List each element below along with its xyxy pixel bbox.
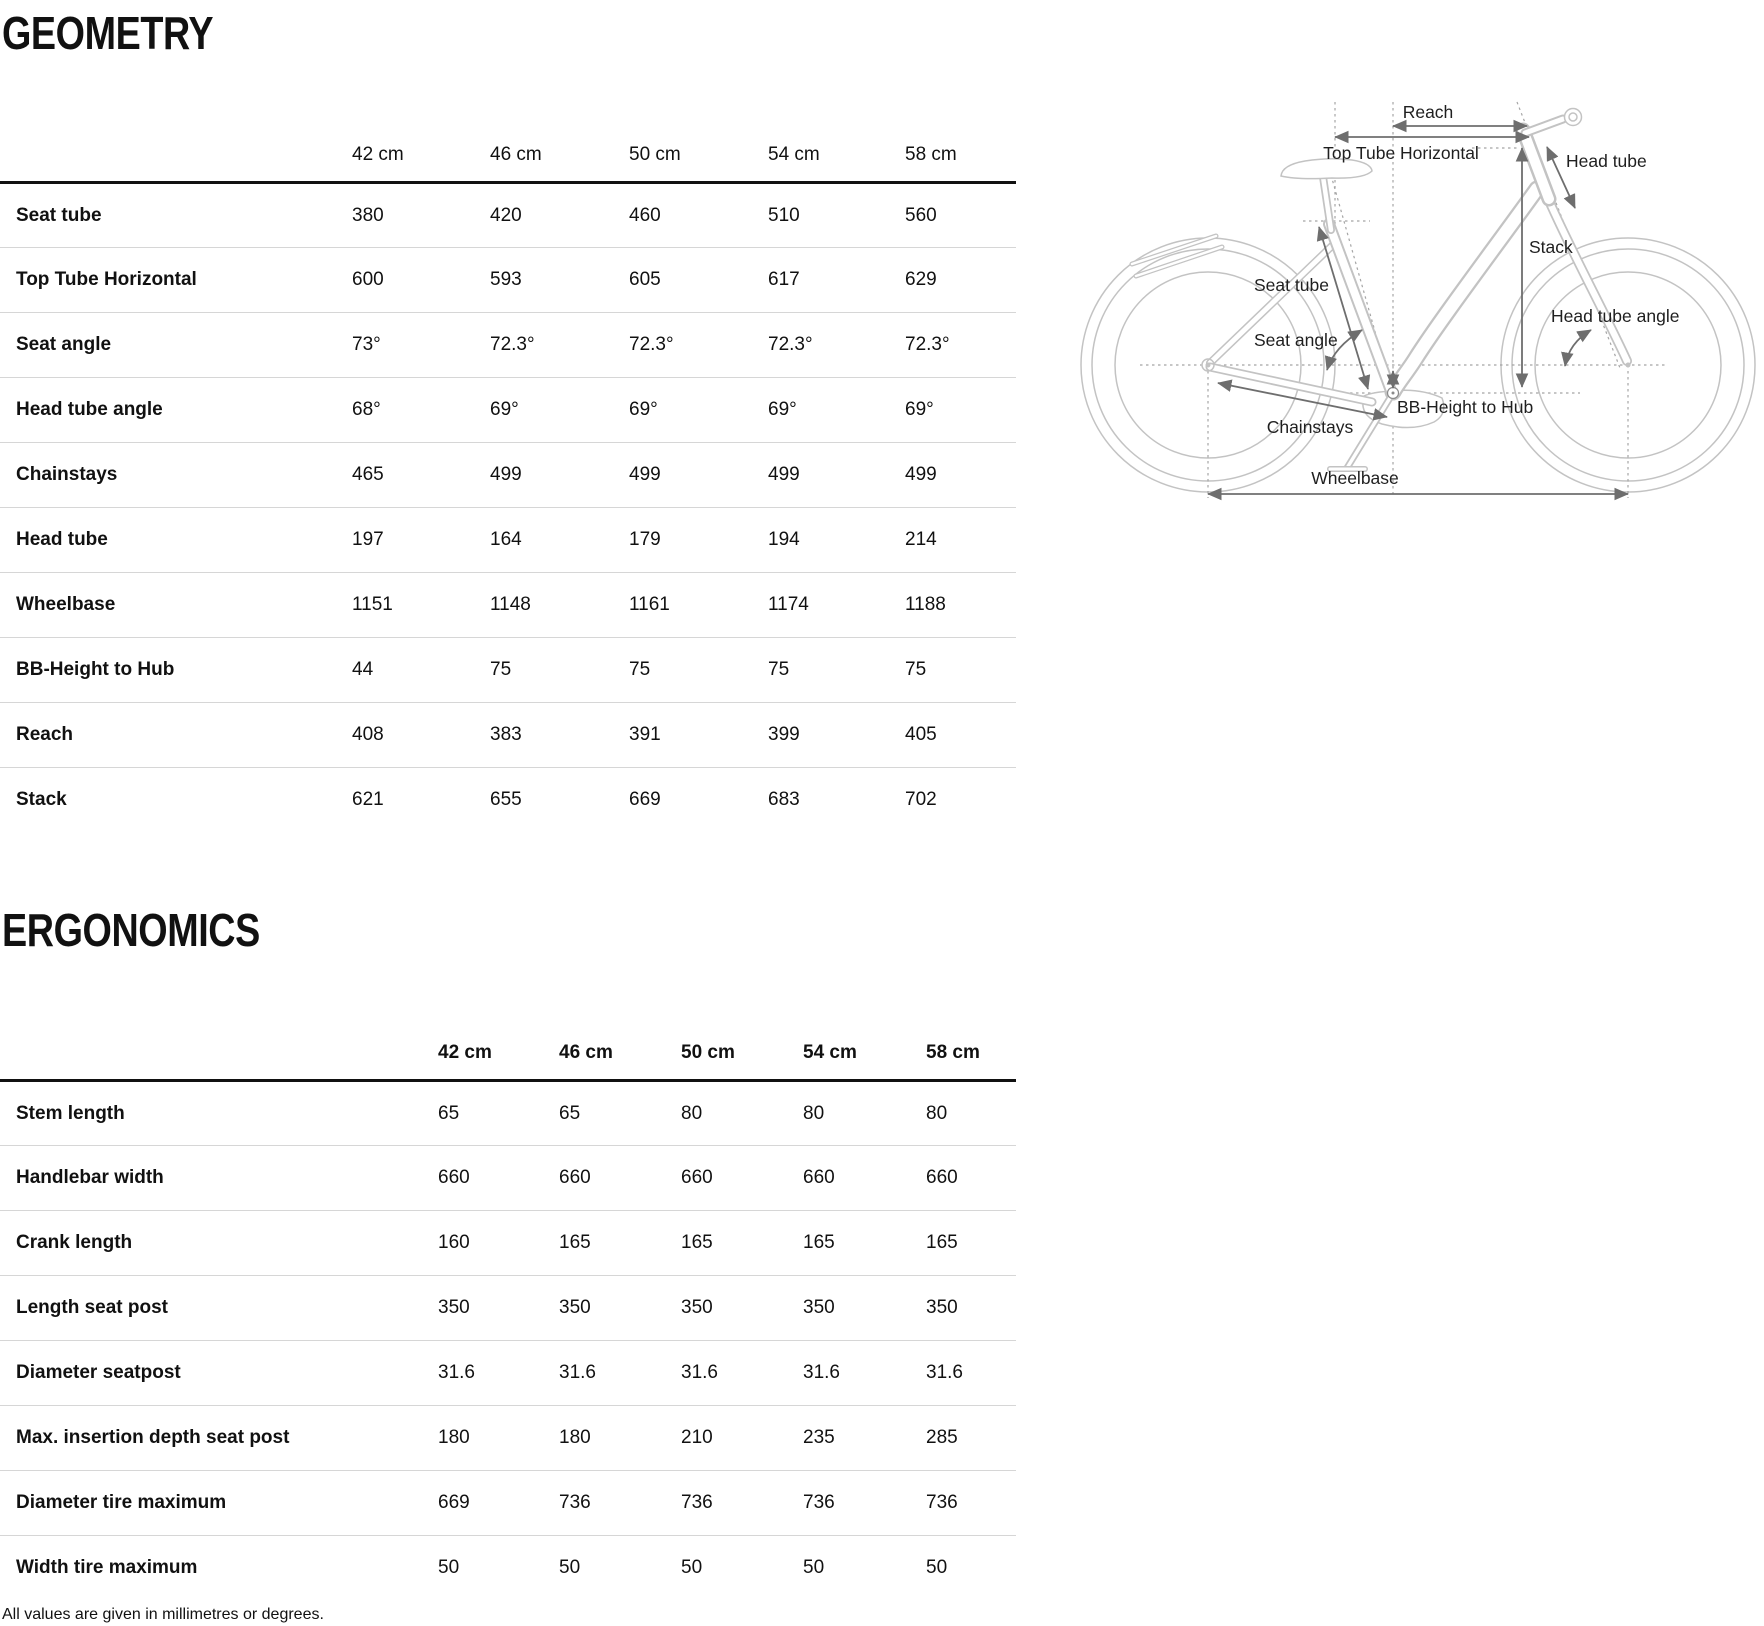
row-value: 50 <box>803 1557 825 1579</box>
row-label: Handlebar width <box>16 1167 164 1188</box>
row-value: 593 <box>490 269 522 290</box>
row-value: 560 <box>905 204 937 226</box>
row-value: 383 <box>490 724 522 745</box>
row-value: 1148 <box>490 594 531 615</box>
geometry-header-spacer <box>0 106 352 183</box>
table-row <box>0 1146 1016 1211</box>
table-row <box>0 1341 1016 1406</box>
table-row <box>0 573 1016 638</box>
row-value: 617 <box>768 269 800 290</box>
row-value: 235 <box>803 1427 835 1448</box>
row-value: 65 <box>438 1102 460 1124</box>
row-value: 350 <box>438 1297 470 1318</box>
row-value: 160 <box>438 1232 470 1253</box>
row-value: 600 <box>352 269 384 290</box>
row-value: 499 <box>905 464 937 485</box>
geometry-col-54: 54 cm <box>768 106 905 183</box>
row-value: 31.6 <box>438 1362 475 1383</box>
row-value: 80 <box>681 1102 703 1124</box>
row-value: 165 <box>926 1232 958 1253</box>
row-value: 380 <box>352 204 384 226</box>
row-value: 736 <box>559 1492 591 1513</box>
row-value: 210 <box>681 1427 713 1448</box>
row-value: 50 <box>559 1557 581 1579</box>
table-row <box>0 313 1016 378</box>
table-row <box>0 1536 1016 1601</box>
row-value: 350 <box>681 1297 713 1318</box>
row-value: 165 <box>681 1232 713 1253</box>
row-value: 405 <box>905 724 937 745</box>
ergonomics-header-spacer <box>0 1004 438 1081</box>
handlebar-grip <box>1565 109 1582 126</box>
stack-label: Stack <box>1529 237 1573 257</box>
row-value: 655 <box>490 789 522 811</box>
table-row <box>0 508 1016 573</box>
geometry-table <box>0 106 1016 833</box>
row-label: Stack <box>16 789 67 811</box>
chainstays-label: Chainstays <box>1266 417 1354 437</box>
row-value: 350 <box>559 1297 591 1318</box>
row-value: 350 <box>803 1297 835 1318</box>
row-value: 660 <box>559 1167 591 1188</box>
row-value: 1174 <box>768 594 809 615</box>
row-label: Crank length <box>16 1232 133 1253</box>
row-value: 50 <box>681 1557 703 1579</box>
row-value: 69° <box>768 399 797 420</box>
table-row <box>0 1471 1016 1536</box>
row-value: 660 <box>438 1167 470 1188</box>
row-value: 660 <box>803 1167 835 1188</box>
row-value: 1161 <box>629 594 670 615</box>
row-value: 68° <box>352 399 381 420</box>
row-label: Width tire maximum <box>16 1557 198 1579</box>
table-row <box>0 248 1016 313</box>
row-value: 164 <box>490 529 522 550</box>
row-value: 660 <box>926 1167 958 1188</box>
geometry-col-58: 58 cm <box>905 106 1016 183</box>
row-value: 499 <box>629 464 661 485</box>
ergonomics-header-row <box>0 1004 1016 1081</box>
row-value: 180 <box>559 1427 591 1448</box>
row-value: 736 <box>803 1492 835 1513</box>
row-value: 75 <box>629 659 651 680</box>
row-value: 736 <box>681 1492 713 1513</box>
row-value: 73° <box>352 334 381 355</box>
row-value: 460 <box>629 204 661 226</box>
row-value: 420 <box>490 204 522 226</box>
row-value: 499 <box>490 464 522 485</box>
geometry-header-row <box>0 106 1016 183</box>
row-value: 197 <box>352 529 384 550</box>
table-row <box>0 1406 1016 1471</box>
row-value: 72.3° <box>905 334 950 355</box>
row-value: 72.3° <box>629 334 674 355</box>
seat-angle-label: Seat angle <box>1254 330 1338 350</box>
ergonomics-section-title: ERGONOMICS <box>2 904 260 956</box>
row-value: 50 <box>438 1557 460 1579</box>
row-label: Stem length <box>16 1102 125 1124</box>
table-row <box>0 443 1016 508</box>
row-label: Seat angle <box>16 334 112 355</box>
rear-hub <box>1206 363 1211 368</box>
row-value: 72.3° <box>768 334 813 355</box>
row-value: 72.3° <box>490 334 535 355</box>
row-value: 214 <box>905 529 937 550</box>
table-row <box>0 1211 1016 1276</box>
row-value: 179 <box>629 529 661 550</box>
head-tube-angle-label: Head tube angle <box>1551 306 1680 326</box>
head-tube-label: Head tube <box>1566 151 1647 171</box>
table-row <box>0 768 1016 833</box>
row-value: 669 <box>438 1492 470 1513</box>
row-value: 702 <box>905 789 937 811</box>
row-value: 69° <box>490 399 519 420</box>
row-value: 669 <box>629 789 661 811</box>
geometry-col-50: 50 cm <box>629 106 768 183</box>
row-value: 31.6 <box>681 1362 718 1383</box>
wheelbase-label: Wheelbase <box>1311 468 1399 488</box>
bb-height-to-hub-label: BB-Height to Hub <box>1397 397 1534 417</box>
row-value: 391 <box>629 724 661 745</box>
row-label: Top Tube Horizontal <box>16 269 197 290</box>
front-hub <box>1626 363 1631 368</box>
row-label: Head tube angle <box>16 399 163 420</box>
row-label: Head tube <box>16 529 108 550</box>
top-tube-horizontal-label: Top Tube Horizontal <box>1323 143 1479 163</box>
row-value: 399 <box>768 724 800 745</box>
row-value: 75 <box>490 659 512 680</box>
geometry-col-46: 46 cm <box>490 106 629 183</box>
row-value: 31.6 <box>926 1362 963 1383</box>
row-label: Seat tube <box>16 204 102 226</box>
row-value: 629 <box>905 269 937 290</box>
row-value: 194 <box>768 529 800 550</box>
bike-geometry-diagram <box>1020 80 1764 510</box>
ergonomics-col-50: 50 cm <box>681 1004 803 1081</box>
row-value: 65 <box>559 1102 581 1124</box>
row-value: 408 <box>352 724 384 745</box>
ergonomics-col-46: 46 cm <box>559 1004 681 1081</box>
row-value: 180 <box>438 1427 470 1448</box>
row-value: 75 <box>905 659 927 680</box>
seat-tube-label: Seat tube <box>1254 275 1329 295</box>
row-value: 1151 <box>352 594 393 615</box>
ergonomics-col-58: 58 cm <box>926 1004 1016 1081</box>
row-label: Wheelbase <box>16 594 116 615</box>
ergonomics-table <box>0 1004 1016 1601</box>
row-value: 621 <box>352 789 384 811</box>
row-value: 510 <box>768 204 800 226</box>
row-value: 499 <box>768 464 800 485</box>
row-value: 285 <box>926 1427 958 1448</box>
row-label: Reach <box>16 724 74 745</box>
table-row <box>0 1276 1016 1341</box>
table-row <box>0 1081 1016 1146</box>
row-value: 605 <box>629 269 661 290</box>
table-row <box>0 183 1016 248</box>
row-value: 1188 <box>905 594 946 615</box>
reach-label: Reach <box>1402 102 1454 122</box>
row-label: BB-Height to Hub <box>16 659 175 680</box>
row-value: 660 <box>681 1167 713 1188</box>
row-label: Length seat post <box>16 1297 169 1318</box>
ergonomics-col-54: 54 cm <box>803 1004 926 1081</box>
row-value: 165 <box>803 1232 835 1253</box>
row-value: 44 <box>352 659 374 680</box>
geometry-col-42: 42 cm <box>352 106 490 183</box>
head-tube-angle-arc <box>1565 330 1591 366</box>
table-row <box>0 378 1016 443</box>
row-value: 736 <box>926 1492 958 1513</box>
row-value: 465 <box>352 464 384 485</box>
ergonomics-col-42: 42 cm <box>438 1004 559 1081</box>
row-value: 50 <box>926 1557 948 1579</box>
row-value: 80 <box>926 1102 948 1124</box>
row-label: Chainstays <box>16 464 118 485</box>
units-footnote: All values are given in millimetres or degrees. <box>2 1606 324 1623</box>
row-value: 75 <box>768 659 790 680</box>
row-value: 69° <box>905 399 934 420</box>
row-value: 31.6 <box>803 1362 840 1383</box>
row-value: 165 <box>559 1232 591 1253</box>
table-row <box>0 638 1016 703</box>
row-label: Max. insertion depth seat post <box>16 1427 290 1448</box>
table-row <box>0 703 1016 768</box>
row-label: Diameter tire maximum <box>16 1492 227 1513</box>
row-label: Diameter seatpost <box>16 1362 181 1383</box>
row-value: 350 <box>926 1297 958 1318</box>
row-value: 31.6 <box>559 1362 596 1383</box>
row-value: 683 <box>768 789 800 811</box>
row-value: 80 <box>803 1102 825 1124</box>
geometry-section-title: GEOMETRY <box>2 7 214 59</box>
row-value: 69° <box>629 399 658 420</box>
